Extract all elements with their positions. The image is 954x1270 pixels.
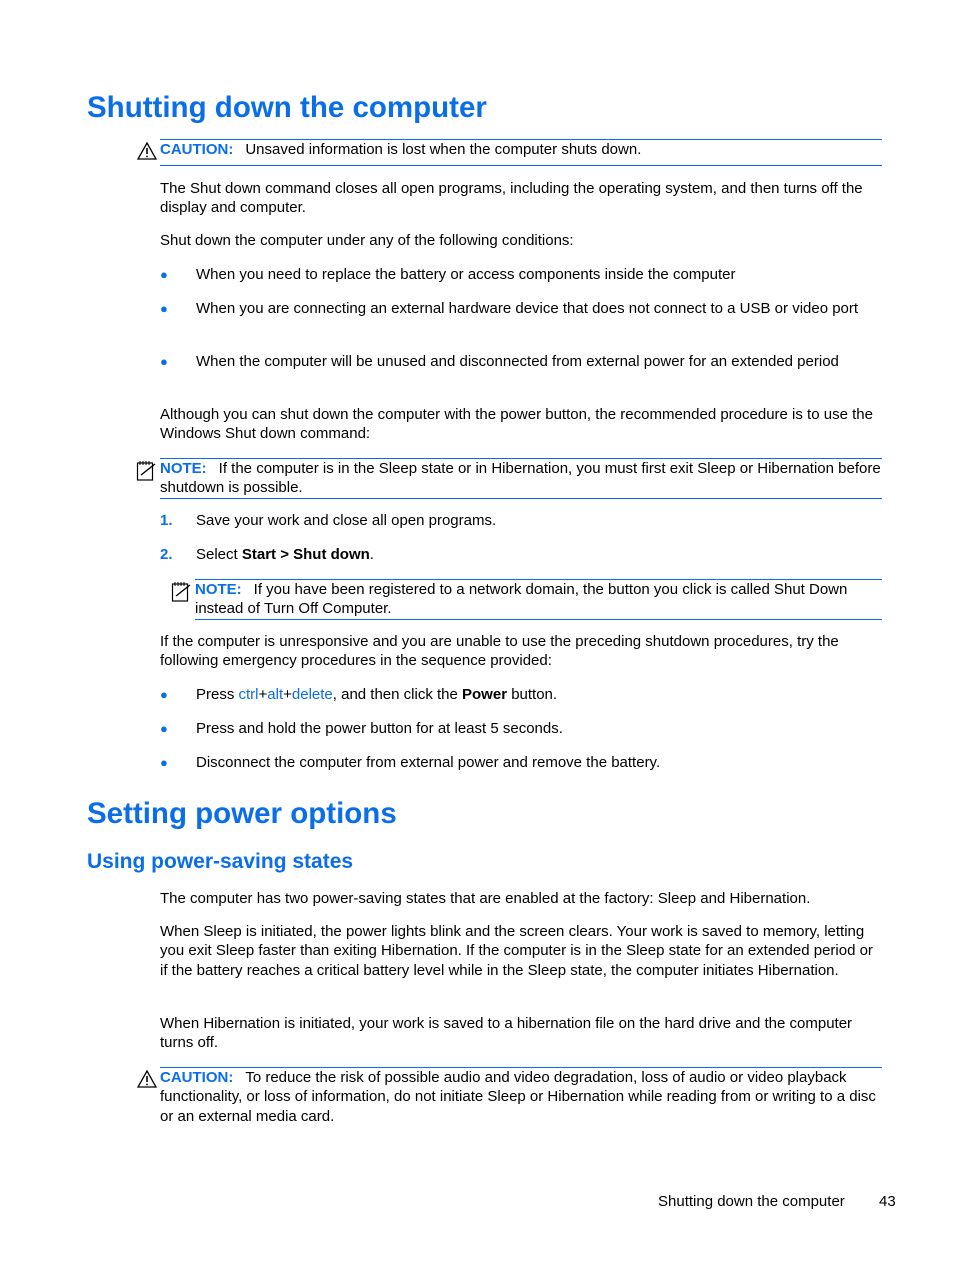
bullet-icon: ● <box>160 267 168 282</box>
paragraph: If the computer is unresponsive and you are unable to use the preceding shutdown procedures, try the following emergency procedures in the sequence provided: <box>160 633 839 670</box>
note-box <box>195 579 882 620</box>
caution-text: To reduce the risk of possible audio and video degradation, loss of audio or video playback functionality, or loss of information, do not initiate Sleep or Hibernation while reading from or writing to a disc or an external media card. <box>160 1069 876 1125</box>
list-item-text: When you are connecting an external hardware device that does not connect to a USB or video port <box>196 300 859 317</box>
note-box <box>160 458 882 499</box>
key-alt-link[interactable]: alt <box>267 686 284 703</box>
note-pad-icon <box>136 460 158 482</box>
paragraph: When Sleep is initiated, the power lights blink and the screen clears. Your work is saved to memory, letting you exit Sleep faster than exiting Hibernation. If the computer is in the Sleep state for an extended period or if the battery reaches a critical battery level while in the Sleep state, the computer initiates Hibernation. <box>160 923 873 979</box>
key-delete-link[interactable]: delete <box>291 686 333 703</box>
paragraph: When Hibernation is initiated, your work is saved to a hibernation file on the hard drive and the computer turns off. <box>160 1015 853 1052</box>
list-item-text: Disconnect the computer from external power and remove the battery. <box>196 754 661 771</box>
section-title: Setting power options <box>87 797 397 830</box>
bullet-icon: ● <box>160 755 168 770</box>
page-title: Shutting down the computer <box>87 91 487 124</box>
caution-label: CAUTION: <box>160 141 234 158</box>
paragraph: The Shut down command closes all open programs, including the operating system, and then turns off the display and computer. <box>160 180 863 217</box>
bullet-icon: ● <box>160 354 168 369</box>
key-ctrl-link[interactable]: ctrl <box>238 686 259 703</box>
note-pad-icon <box>171 581 193 603</box>
caution-text: Unsaved information is lost when the computer shuts down. <box>245 141 642 158</box>
list-item-text: Press and hold the power button for at least 5 seconds. <box>196 720 563 737</box>
step-number: 2. <box>160 546 173 563</box>
step-number: 1. <box>160 512 173 529</box>
note-text: If you have been registered to a network domain, the button you click is called Shut Down instead of Turn Off Computer. <box>195 581 848 618</box>
paragraph: Although you can shut down the computer with the power button, the recommended procedure is to use the Windows Shut down command: <box>160 406 873 443</box>
list-item-text: When you need to replace the battery or access components inside the computer <box>196 266 736 283</box>
bullet-icon: ● <box>160 687 168 702</box>
bullet-icon: ● <box>160 301 168 316</box>
bullet-icon: ● <box>160 721 168 736</box>
footer-section-title: Shutting down the computer <box>658 1193 845 1210</box>
note-label: NOTE: <box>160 460 207 477</box>
menu-path: Start > Shut down <box>241 546 370 563</box>
note-label: NOTE: <box>195 581 242 598</box>
paragraph: Shut down the computer under any of the following conditions: <box>160 232 574 249</box>
caution-label: CAUTION: <box>160 1069 234 1086</box>
list-item-text: When the computer will be unused and disconnected from external power for an extended period <box>196 353 839 370</box>
note-text: If the computer is in the Sleep state or in Hibernation, you must first exit Sleep or Hibernation before shutdown is possible. <box>160 460 881 497</box>
step-text: Select Start > Shut down. <box>196 546 374 563</box>
caution-box <box>160 1067 882 1127</box>
list-item-text: Press ctrl+alt+delete, and then click the Power button. <box>196 686 558 703</box>
step-text: Save your work and close all open programs. <box>196 512 497 529</box>
warning-triangle-icon <box>137 142 157 160</box>
warning-triangle-icon <box>137 1070 157 1088</box>
page-number: 43 <box>879 1193 896 1210</box>
caution-box <box>160 139 882 166</box>
paragraph: The computer has two power-saving states that are enabled at the factory: Sleep and Hibernation. <box>160 890 811 907</box>
subsection-title: Using power-saving states <box>87 850 354 873</box>
